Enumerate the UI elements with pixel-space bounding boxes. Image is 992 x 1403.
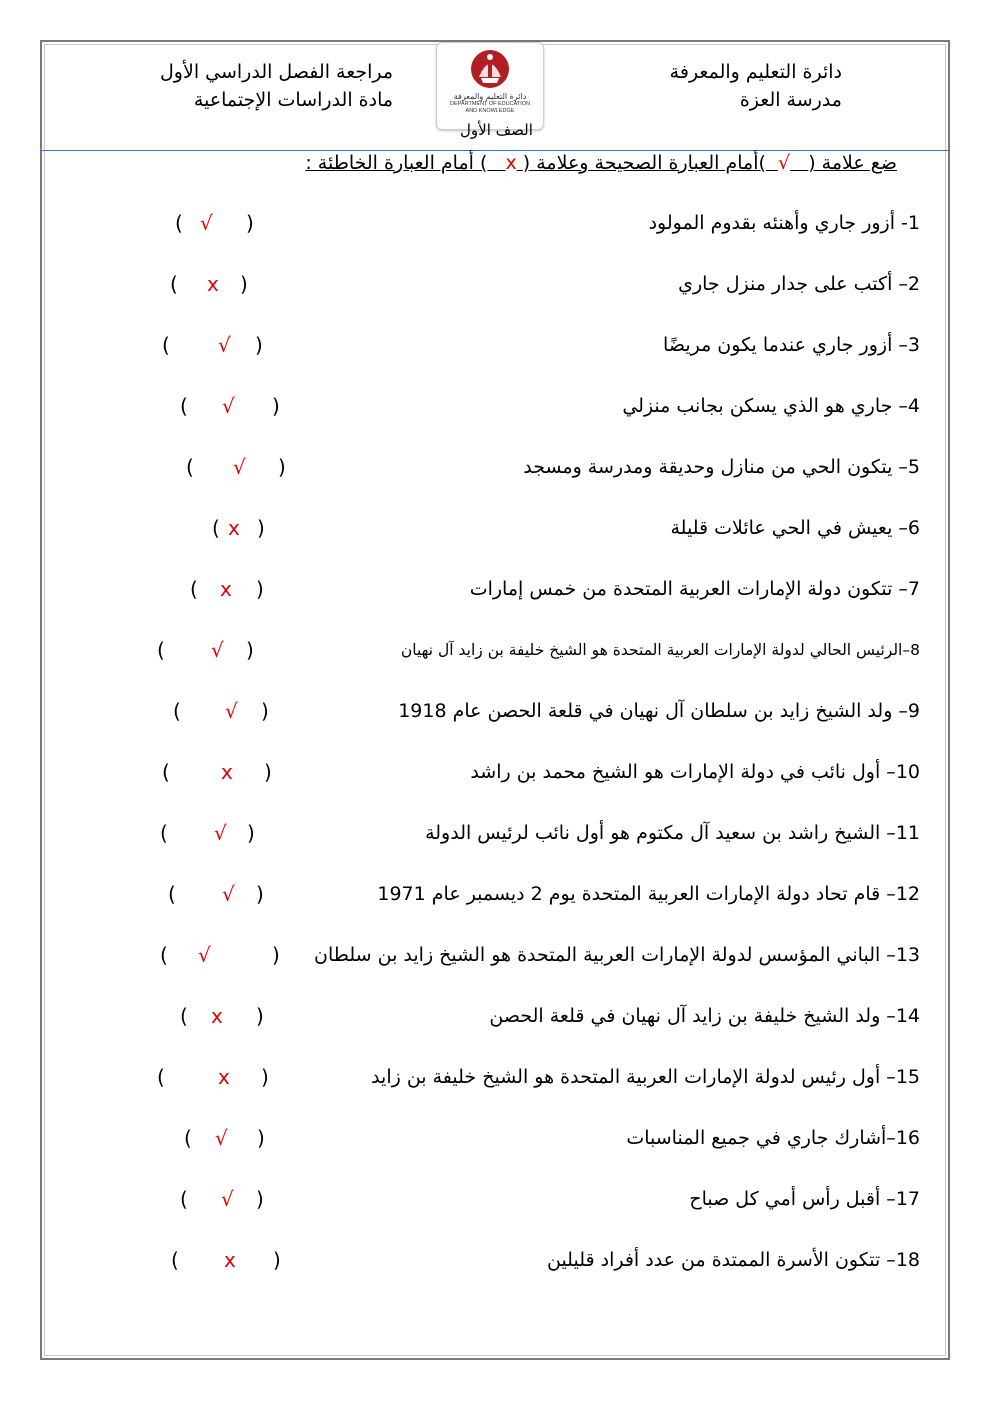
question-text: 11– الشيخ راشد بن سعيد آل مكتوم هو أول نائب لرئيس الدولة: [425, 822, 920, 844]
question-row: [0, 815, 992, 851]
answer-paren-close: ): [160, 821, 168, 845]
question-text: 18– تتكون الأسرة الممتدة من عدد أفراد قليلين: [546, 1249, 920, 1271]
answer-paren-close: ): [157, 1065, 165, 1089]
answer-paren-close: ): [170, 272, 178, 296]
question-text: 1- أزور جاري وأهنئه بقدوم المولود: [648, 212, 920, 234]
answer-paren-open: (: [278, 455, 286, 479]
answer-mark: √: [222, 394, 235, 418]
question-text: 12– قام تحاد دولة الإمارات العربية المتحدة يوم 2 ديسمبر عام 1971: [377, 883, 920, 905]
answer-paren-close: ): [162, 333, 170, 357]
answer-paren-close: ): [171, 1248, 179, 1272]
question-row: [0, 632, 992, 668]
answer-paren-close: ): [168, 882, 176, 906]
question-text: 10– أول نائب في دولة الإمارات هو الشيخ محمد بن راشد: [470, 761, 920, 783]
question-row: [0, 937, 992, 973]
question-text: 9– ولد الشيخ زايد بن سلطان آل نهيان في قلعة الحصن عام 1918: [398, 700, 920, 722]
question-text: 15– أول رئيس لدولة الإمارات العربية المتحدة هو الشيخ خليفة بن زايد: [371, 1066, 920, 1088]
question-text: 2– أكتب على جدار منزل جاري: [678, 273, 920, 295]
answer-paren-open: (: [256, 1187, 264, 1211]
instruction-part2: )أمام العبارة الصحيحة وعلامة (: [522, 152, 766, 174]
question-row: [0, 449, 992, 485]
question-row: [0, 876, 992, 912]
question-row: [0, 1059, 992, 1095]
grade-label: الصف الأول: [460, 121, 533, 139]
header-left: [160, 58, 393, 114]
answer-mark: √: [218, 333, 231, 357]
answer-mark: √: [222, 882, 235, 906]
question-text: 17– أقبل رأس أمي كل صباح: [689, 1188, 920, 1210]
question-text: 5– يتكون الحي من منازل وحديقة ومدرسة ومسجد: [523, 456, 920, 478]
emblem-icon: [467, 47, 513, 91]
question-text: 8–الرئيس الحالي لدولة الإمارات العربية المتحدة هو الشيخ خليفة بن زايد آل نهيان: [400, 641, 920, 659]
question-row: [0, 205, 992, 241]
answer-paren-open: (: [256, 577, 264, 601]
question-text: 13– الباني المؤسس لدولة الإمارات العربية المتحدة هو الشيخ زايد بن سلطان: [314, 944, 920, 966]
answer-paren-open: (: [256, 882, 264, 906]
question-row: [0, 327, 992, 363]
answer-paren-close: ): [162, 760, 170, 784]
answer-paren-close: ): [190, 577, 198, 601]
question-text: 6– يعيش في الحي عائلات قليلة: [670, 517, 920, 539]
answer-mark: x: [224, 1248, 236, 1272]
answer-paren-open: (: [255, 333, 263, 357]
question-row: [0, 754, 992, 790]
logo-text-en-2: AND KNOWLEDGE: [465, 108, 515, 114]
instruction-part1: ضع علامة (: [808, 152, 897, 174]
answer-paren-open: (: [257, 516, 265, 540]
answer-mark: √: [198, 943, 211, 967]
answer-paren-open: (: [246, 211, 254, 235]
instruction-check-mark: √: [777, 152, 791, 174]
answer-paren-open: (: [272, 943, 280, 967]
answer-paren-open: (: [272, 394, 280, 418]
logo-text-ar: دائرة التعليم والمعرفة: [453, 92, 527, 101]
question-row: [0, 693, 992, 729]
answer-mark: √: [214, 821, 227, 845]
answer-paren-close: ): [184, 1126, 192, 1150]
question-text: 14– ولد الشيخ خليفة بن زايد آل نهيان في قلعة الحصن: [489, 1005, 920, 1027]
answer-mark: x: [211, 1004, 223, 1028]
answer-paren-open: (: [273, 1248, 281, 1272]
answer-paren-close: ): [212, 516, 220, 540]
answer-mark: √: [200, 211, 213, 235]
department-name: دائرة التعليم والمعرفة: [669, 61, 842, 83]
answer-paren-close: ): [180, 394, 188, 418]
question-text: 16–أشارك جاري في جميع المناسبات: [626, 1127, 920, 1149]
logo-text-en-1: DEPARTMENT OF EDUCATION: [450, 101, 530, 107]
school-name: مدرسة العزة: [739, 89, 842, 111]
header-right: [670, 58, 842, 114]
answer-paren-close: ): [186, 455, 194, 479]
answer-mark: x: [220, 577, 232, 601]
answer-paren-close: ): [160, 943, 168, 967]
answer-paren-open: (: [246, 638, 254, 662]
instructions: [305, 148, 897, 178]
answer-paren-open: (: [257, 1126, 265, 1150]
answer-paren-close: ): [175, 211, 183, 235]
question-row: [0, 1242, 992, 1278]
answer-mark: √: [215, 1126, 228, 1150]
answer-mark: √: [225, 699, 238, 723]
answer-paren-open: (: [264, 760, 272, 784]
question-row: [0, 266, 992, 302]
answer-mark: x: [221, 760, 233, 784]
answer-paren-open: (: [261, 699, 269, 723]
answer-mark: √: [221, 1187, 234, 1211]
instruction-part3: ) أمام العبارة الخاطئة :: [305, 152, 488, 174]
question-row: [0, 571, 992, 607]
answer-mark: x: [228, 516, 240, 540]
question-row: [0, 388, 992, 424]
answer-mark: x: [218, 1065, 230, 1089]
answer-mark: √: [211, 638, 224, 662]
question-text: 7– تتكون دولة الإمارات العربية المتحدة من خمس إمارات: [469, 578, 920, 600]
question-text: 3– أزور جاري عندما يكون مريضًا: [663, 334, 920, 356]
answer-paren-open: (: [247, 821, 255, 845]
answer-paren-close: ): [180, 1187, 188, 1211]
review-title: مراجعة الفصل الدراسي الأول: [160, 61, 394, 83]
question-row: [0, 1181, 992, 1217]
answer-paren-close: ): [157, 638, 165, 662]
question-row: [0, 1120, 992, 1156]
answer-paren-close: ): [180, 1004, 188, 1028]
question-row: [0, 998, 992, 1034]
answer-paren-open: (: [256, 1004, 264, 1028]
answer-paren-open: (: [240, 272, 248, 296]
answer-mark: √: [233, 455, 246, 479]
instruction-x-mark: x: [505, 152, 517, 174]
answer-mark: x: [207, 272, 219, 296]
question-row: [0, 510, 992, 546]
question-text: 4– جاري هو الذي يسكن بجانب منزلي: [622, 395, 920, 417]
answer-paren-open: (: [261, 1065, 269, 1089]
answer-paren-close: ): [173, 699, 181, 723]
department-logo: [436, 42, 544, 130]
subject-name: مادة الدراسات الإجتماعية: [193, 89, 394, 111]
